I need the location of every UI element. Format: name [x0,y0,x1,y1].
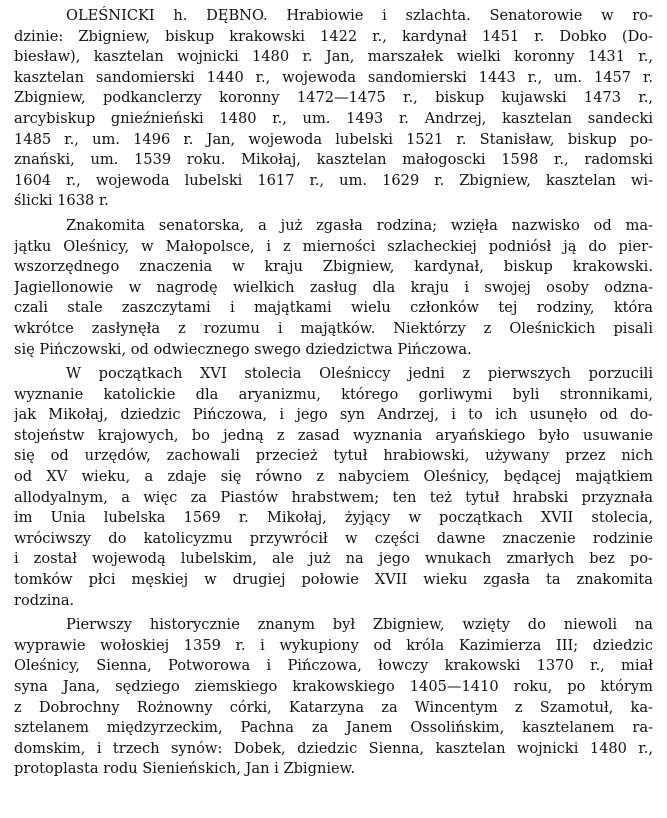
text-line: im Unia lubelska 1569 r. Mikołaj, żyjący w początkach XVII stolecia, [14,509,653,527]
text-line: stojeństw krajowych, bo jedną z zasad wyznania aryańskiego było usuwanie [14,426,653,444]
text-line: dzinie: Zbigniew, biskup krakowski 1422 r., kardynał 1451 r. Dobko (Do- [14,27,653,45]
paragraph-first-known [14,615,653,780]
text-line: jątku Oleśnicy, w Małopolsce, i z mierności szlacheckiej podniósł ją do pier- [14,237,653,255]
paragraph-arianism [14,364,653,611]
document-page [14,6,653,780]
text-line: allodyalnym, a więc za Piastów hrabstwem; ten też tytuł hrabski przyznała [14,488,653,506]
text-line: Znakomita senatorska, a już zgasła rodzina; wzięła nazwisko od ma- [66,216,653,234]
text-line: kasztelan sandomierski 1440 r., wojewoda sandomierski 1443 r., um. 1457 r. [14,68,653,86]
text-line: znański, um. 1539 roku. Mikołaj, kasztelan małogoscki 1598 r., radomski [14,151,653,169]
text-line: wyznanie katolickie dla aryanizmu, którego gorliwymi byli stronnikami, [14,385,653,403]
text-line: sztelanem międzyrzeckim, Pachna za Janem Ossolińskim, kasztelanem ra- [14,719,653,737]
text-line: wróciwszy do katolicyzmu przywrócił w części dawne znaczenie rodzinie [14,529,653,547]
text-line: protoplasta rodu Sienieńskich, Jan i Zbigniew. [14,760,356,778]
text-line: 1485 r., um. 1496 r. Jan, wojewoda lubelski 1521 r. Stanisław, biskup po- [14,130,653,148]
text-line: z Dobrochny Rożnowny córki, Katarzyna za Wincentym z Szamotuł, ka- [14,698,653,716]
text-line: W początkach XVI stolecia Oleśniccy jedni z pierwszych porzucili [66,365,653,383]
text-line: wszorzędnego znaczenia w kraju Zbigniew, kardynał, biskup krakowski. [14,258,653,276]
text-line: domskim, i trzech synów: Dobek, dziedzic Sienna, kasztelan wojnicki 1480 r., [14,739,653,757]
text-line: od XV wieku, a zdaje się równo z nabyciem Oleśnicy, będącej majątkiem [14,468,653,486]
text-line: się Pińczowski, od odwiecznego swego dziedzictwa Pińczowa. [14,340,472,358]
text-line: Zbigniew, podkanclerzy koronny 1472—1475 r., biskup kujawski 1473 r., [14,89,653,107]
text-line: arcybiskup gnieźnieński 1480 r., um. 1493 r. Andrzej, kasztelan sandecki [14,109,653,127]
text-line: ślicki 1638 r. [14,192,109,210]
text-line: Oleśnicy, Sienna, Potworowa i Pińczowa, łowczy krakowski 1370 r., miał [14,657,653,675]
text-line: tomków płci męskiej w drugiej połowie XVII wieku zgasła ta znakomita [14,571,653,589]
text-line: OLEŚNICKI h. DĘBNO. Hrabiowie i szlachta. Senatorowie w ro- [66,7,653,24]
text-line: czali stale zaszczytami i majątkami wielu członków tej rodziny, która [14,299,653,317]
text-line: wkrótce zasłynęła z rozumu i majątków. Niektórzy z Oleśnickich pisali [14,319,653,337]
text-line: 1604 r., wojewoda lubelski 1617 r., um. 1629 r. Zbigniew, kasztelan wi- [14,171,653,189]
paragraph-family-origin [14,216,653,360]
text-line: syna Jana, sędziego ziemskiego krakowskiego 1405—1410 roku, po którym [14,678,653,695]
text-line: i został wojewodą lubelskim, ale już na jego wnukach zmarłych bez po- [14,550,653,568]
text-line: biesław), kasztelan wojnicki 1480 r. Jan, marszałek wielki koronny 1431 r., [14,48,653,66]
text-line: Jagiellonowie w nagrodę wielkich zasług dla kraju i swojej osoby odzna- [14,278,653,296]
text-line: Pierwszy historycznie znanym był Zbigniew, wzięty do niewoli na [66,616,653,634]
paragraph-heading-entry [14,6,653,212]
text-line: rodzina. [14,591,75,609]
text-line: wyprawie wołoskiej 1359 r. i wykupiony od króla Kazimierza III; dziedzic [14,636,653,654]
text-line: jak Mikołaj, dziedzic Pińczowa, i jego syn Andrzej, i to ich usunęło od do- [14,406,653,424]
text-line: się od urzędów, zachowali przecież tytuł hrabiowski, używany przez nich [14,447,653,465]
